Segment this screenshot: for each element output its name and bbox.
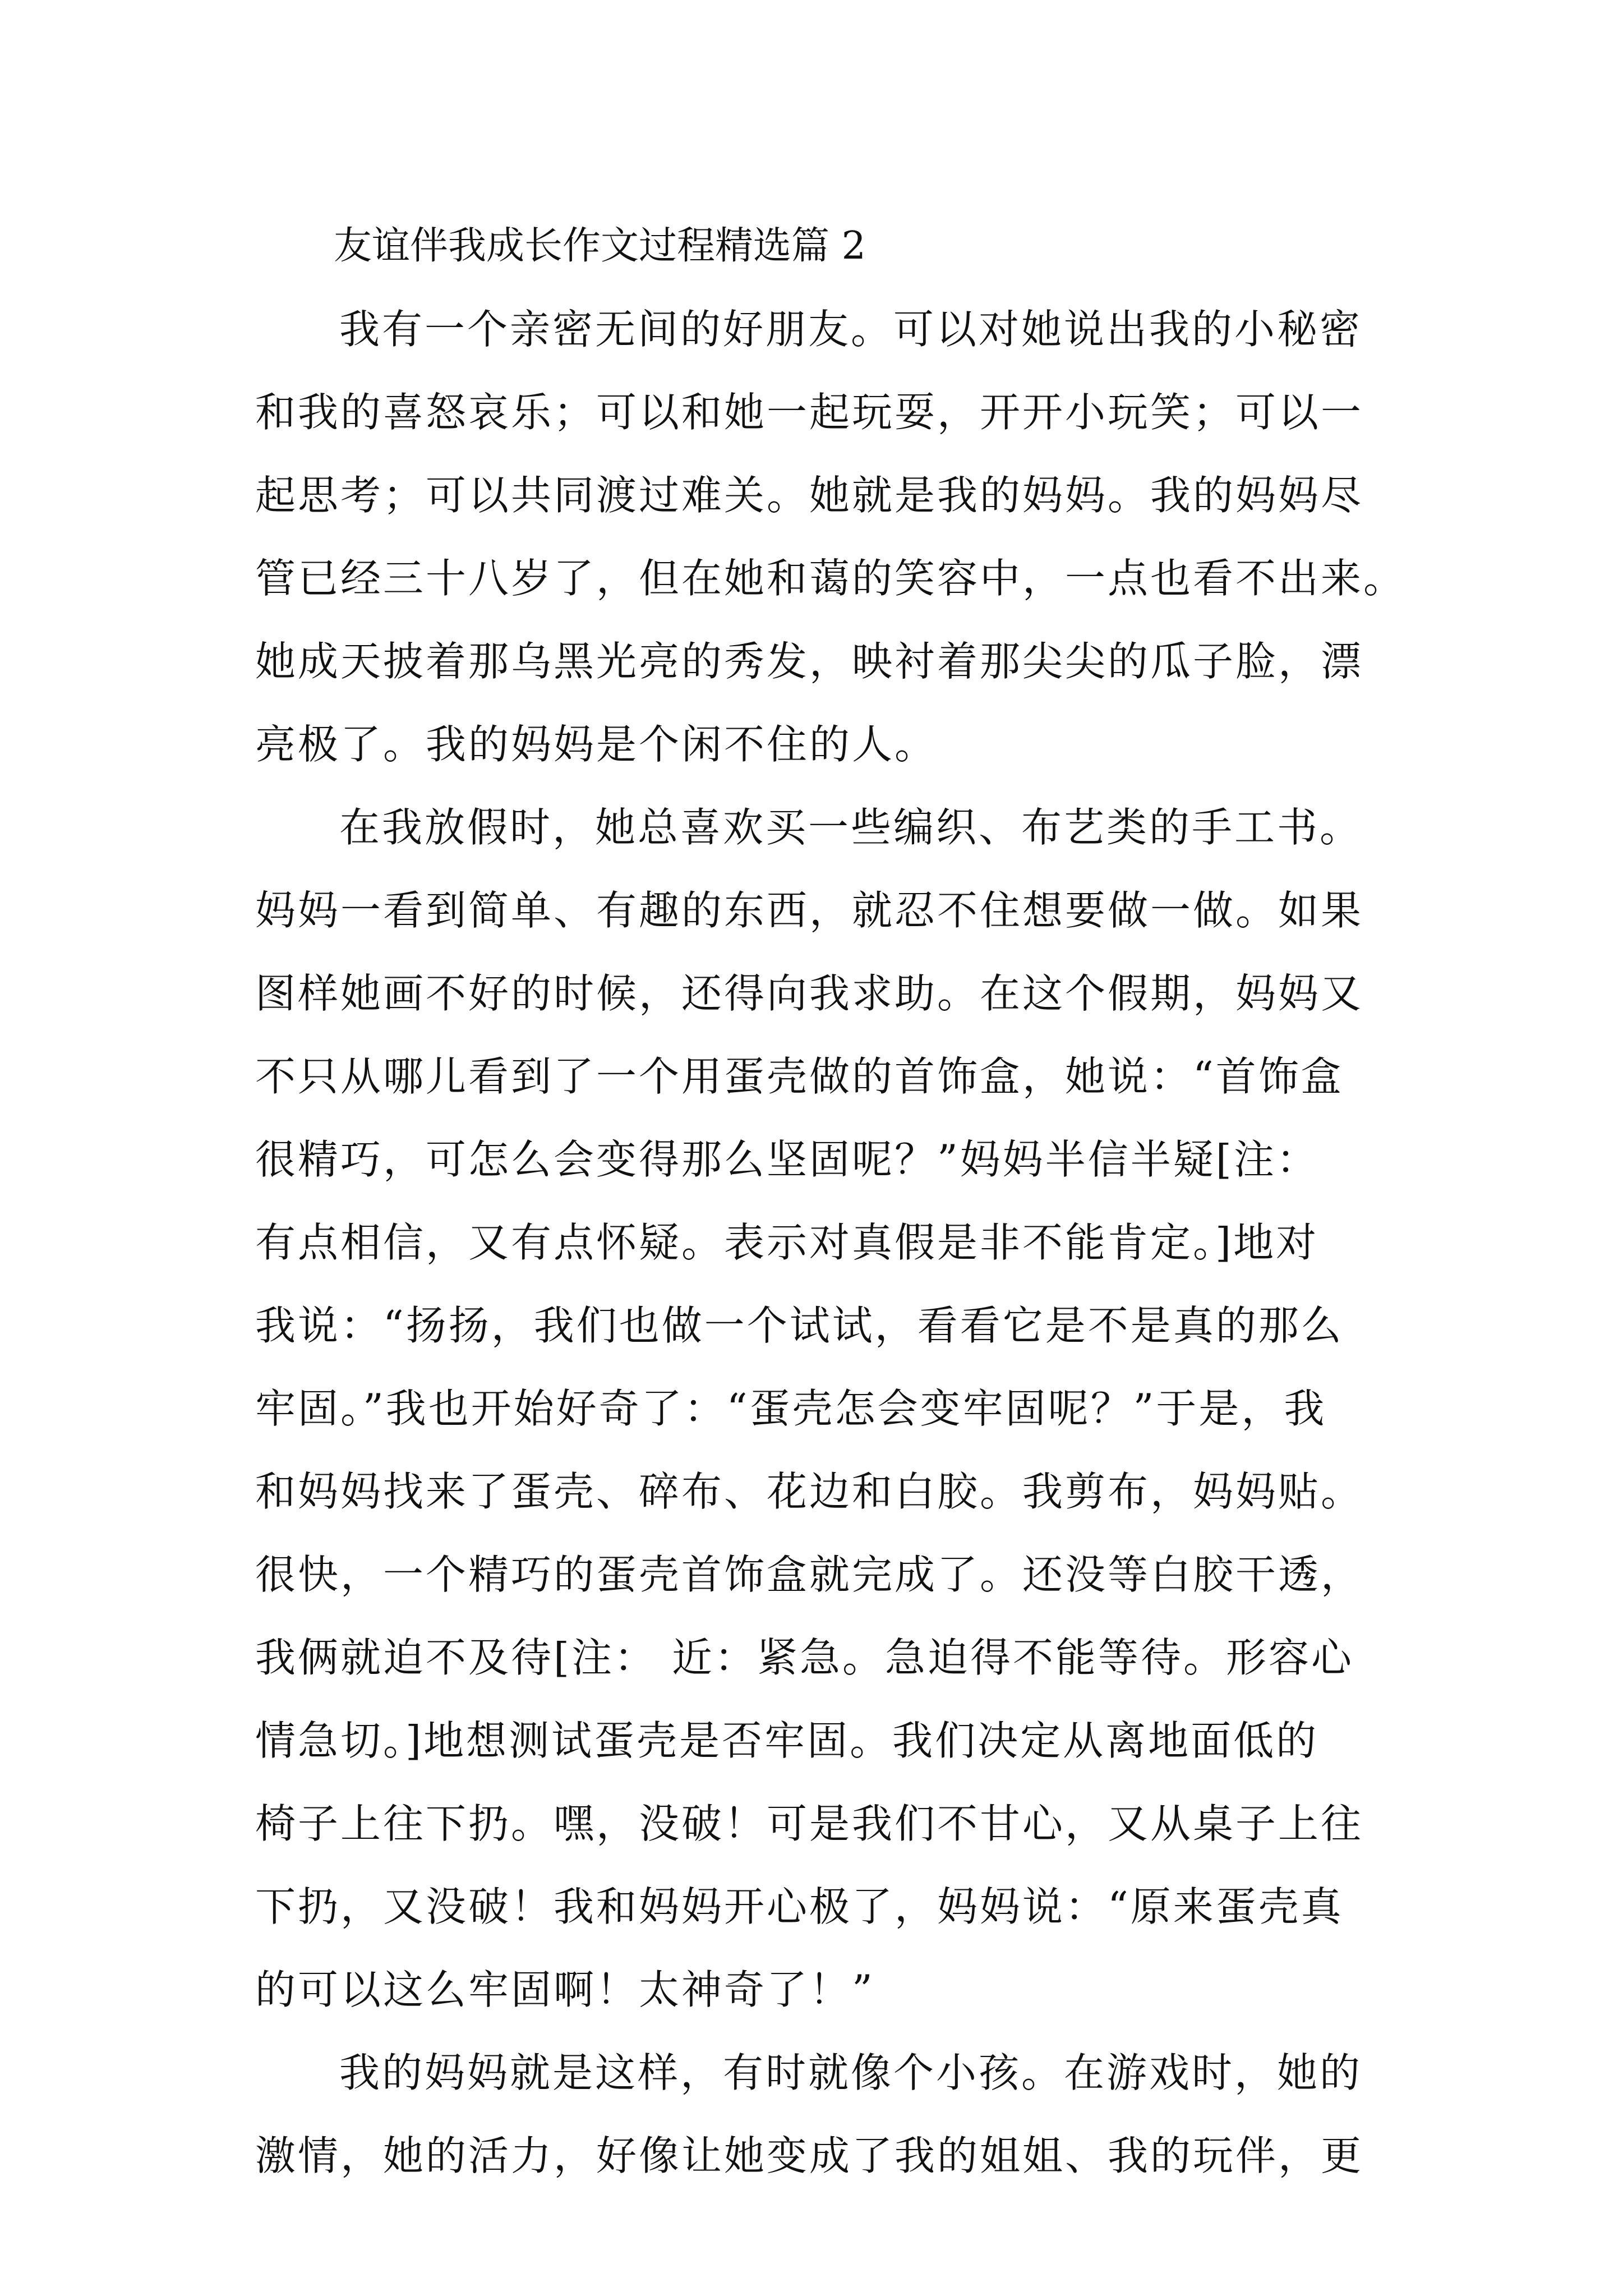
text-line: 下扔，又没破！我和妈妈开心极了，妈妈说：“原来蛋壳真	[255, 1883, 1344, 1930]
paragraph-1	[255, 288, 1407, 786]
text-line: 管已经三十八岁了，但在她和蔼的笑容中，一点也看不出来。	[255, 555, 1407, 602]
text-line: 在我放假时，她总喜欢买一些编织、布艺类的手工书。	[339, 804, 1363, 851]
text-line: 亮极了。我的妈妈是个闲不住的人。	[255, 721, 938, 768]
document-title: 友谊伴我成长作文过程精选篇 2	[334, 224, 866, 268]
text-line: 我俩就迫不及待[注： 近：紧急。急迫得不能等待。形容心	[255, 1634, 1354, 1681]
text-line: 不只从哪儿看到了一个用蛋壳做的首饰盒，她说：“首饰盒	[255, 1053, 1344, 1100]
text-line: 我有一个亲密无间的好朋友。可以对她说出我的小秘密	[339, 306, 1363, 353]
paragraph-2	[255, 786, 1388, 2031]
text-line: 很精巧，可怎么会变得那么坚固呢？”妈妈半信半疑[注：	[255, 1136, 1319, 1183]
text-line: 图样她画不好的时候，还得向我求助。在这个假期，妈妈又	[255, 970, 1364, 1017]
text-line: 有点相信，又有点怀疑。表示对真假是非不能肯定。]地对	[255, 1219, 1319, 1266]
text-line: 起思考；可以共同渡过难关。她就是我的妈妈。我的妈妈尽	[255, 472, 1364, 519]
text-line: 她成天披着那乌黑光亮的秀发，映衬着那尖尖的瓜子脸，漂	[255, 638, 1364, 685]
text-line: 激情，她的活力，好像让她变成了我的姐姐、我的玩伴，更	[255, 2132, 1364, 2179]
text-line: 的可以这么牢固啊！太神奇了！”	[255, 1966, 875, 2013]
text-line: 我的妈妈就是这样，有时就像个小孩。在游戏时，她的	[339, 2049, 1363, 2096]
text-line: 情急切。]地想测试蛋壳是否牢固。我们决定从离地面低的	[255, 1717, 1319, 1764]
text-line: 妈妈一看到简单、有趣的东西，就忍不住想要做一做。如果	[255, 887, 1364, 934]
text-line: 我说：“扬扬，我们也做一个试试，看看它是不是真的那么	[255, 1302, 1344, 1349]
paragraph-3	[255, 2031, 1388, 2197]
document-body	[255, 205, 1407, 2197]
text-line: 和妈妈找来了蛋壳、碎布、花边和白胶。我剪布，妈妈贴。	[255, 1468, 1364, 1515]
text-line: 很快，一个精巧的蛋壳首饰盒就完成了。还没等白胶干透，	[255, 1551, 1364, 1598]
text-line: 和我的喜怒哀乐；可以和她一起玩耍，开开小玩笑；可以一	[255, 389, 1364, 436]
text-line: 椅子上往下扔。嘿，没破！可是我们不甘心，又从桌子上往	[255, 1800, 1364, 1847]
text-line: 牢固。”我也开始好奇了：“蛋壳怎会变牢固呢？”于是，我	[255, 1385, 1327, 1432]
